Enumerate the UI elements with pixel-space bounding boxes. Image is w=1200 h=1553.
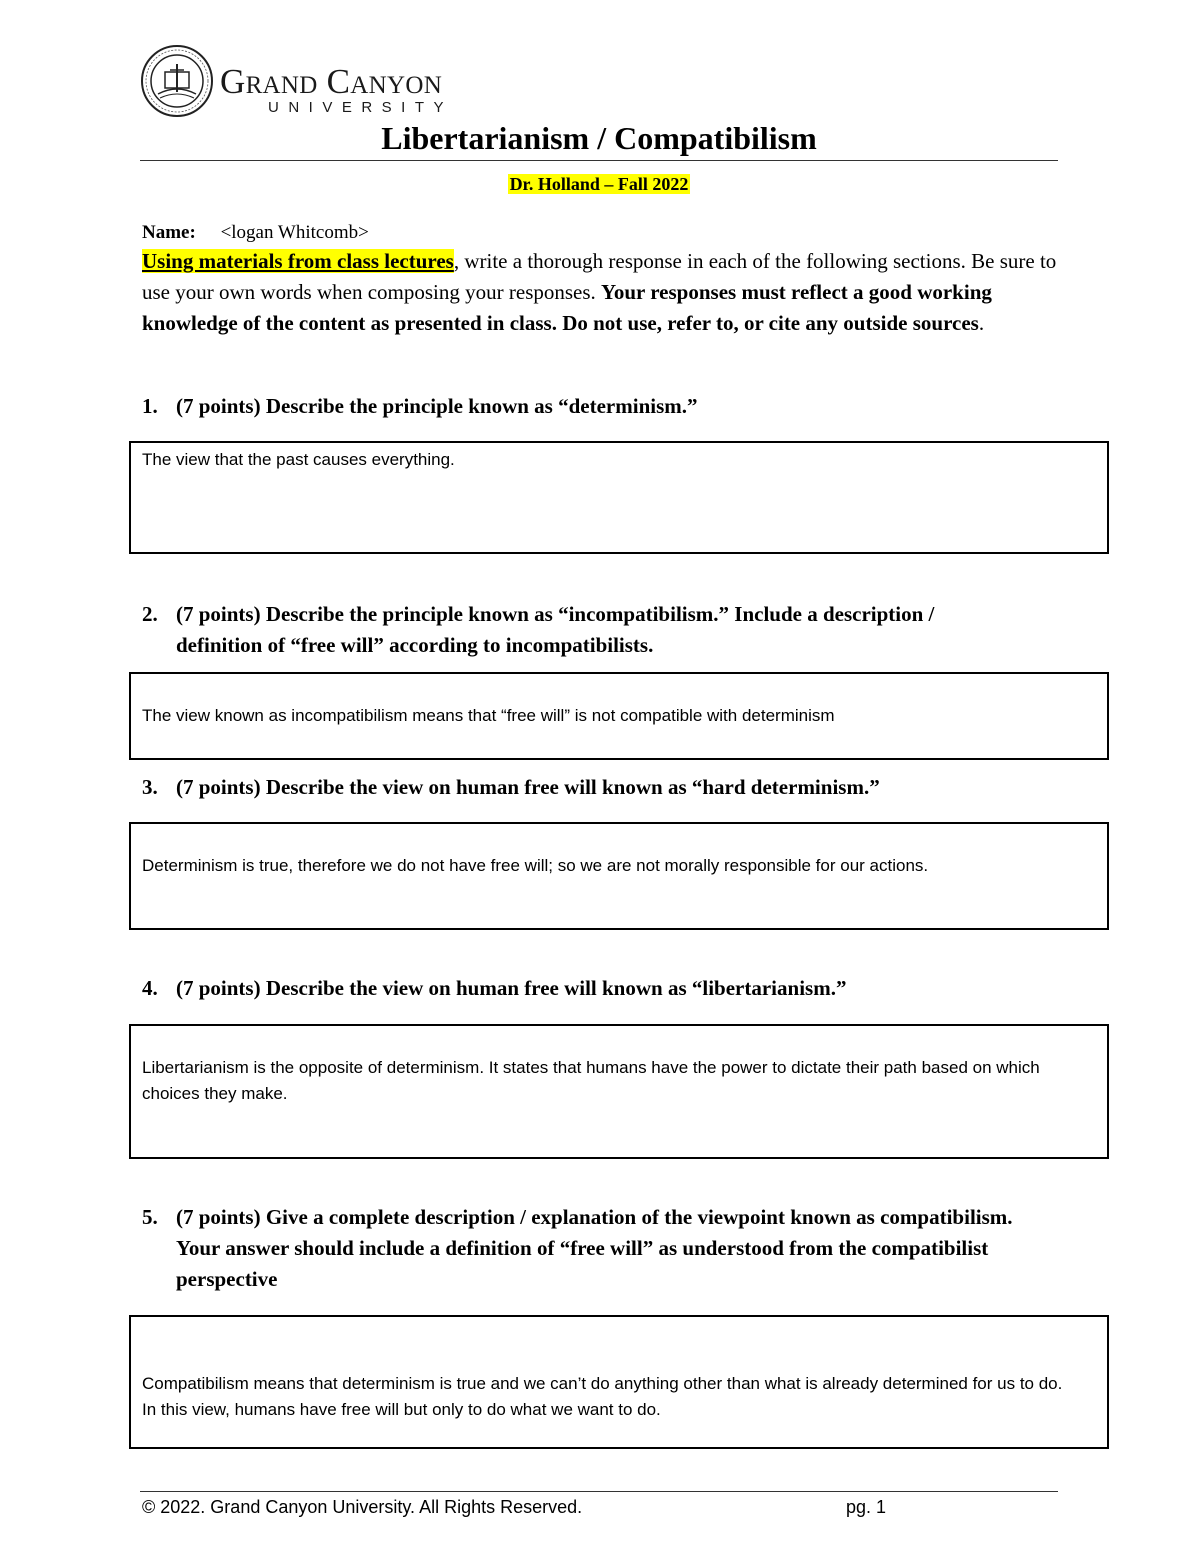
- question-prompt: (7 points) Describe the view on human free will known as “hard determinism.”: [176, 775, 880, 799]
- question-number: 5.: [142, 1205, 158, 1229]
- footer-divider: [140, 1491, 1058, 1492]
- name-label: Name:: [142, 222, 196, 243]
- answer-text: Libertarianism is the opposite of determinism. It states that humans have the power to dictate their path based on which choices they make.: [142, 1058, 1040, 1103]
- answer-box-3[interactable]: [129, 822, 1109, 930]
- question-prompt: (7 points) Describe the principle known as “determinism.”: [176, 394, 698, 418]
- question-5: [142, 1202, 1022, 1295]
- question-number: 2.: [142, 602, 158, 626]
- question-number: 3.: [142, 775, 158, 799]
- instructions: [142, 246, 1072, 339]
- answer-text: Compatibilism means that determinism is true and we can’t do anything other than what is already determined for us to do. In this view, humans have free will but only to do what we want to do.: [142, 1374, 1063, 1419]
- question-1: [142, 391, 1022, 422]
- name-value: <logan Whitcomb>: [220, 222, 369, 243]
- answer-box-1[interactable]: [129, 441, 1109, 554]
- logo-wordmark: Grand Canyon: [220, 62, 443, 101]
- answer-text: The view known as incompatibilism means that “free will” is not compatible with determinism: [142, 706, 835, 725]
- name-row: [142, 222, 369, 244]
- instructions-highlight: Using materials from class lectures: [142, 249, 454, 273]
- question-prompt: (7 points) Describe the view on human free will known as “libertarianism.”: [176, 976, 847, 1000]
- logo-subtext: UNIVERSITY: [268, 99, 454, 116]
- document-title: Libertarianism / Compatibilism: [381, 120, 817, 156]
- question-number: 4.: [142, 976, 158, 1000]
- instructions-bold: Your responses must reflect a good working knowledge of the content as presented in class. Do not use, refer to, or cite any outside sources: [142, 280, 992, 335]
- instructions-end: .: [978, 311, 985, 335]
- answer-text: The view that the past causes everything.: [142, 450, 455, 469]
- answer-box-2[interactable]: [129, 672, 1109, 760]
- footer-page-number: pg. 1: [846, 1497, 887, 1517]
- subtitle-wrapper: [140, 174, 1058, 195]
- title-divider: [140, 160, 1058, 161]
- answer-box-5[interactable]: [129, 1315, 1109, 1449]
- question-number: 1.: [142, 394, 158, 418]
- footer-copyright: © 2022. Grand Canyon University. All Rights Reserved.: [142, 1497, 583, 1517]
- instructions-text: , write a thorough response in each of the following sections. Be sure to use your own words when composing your responses.: [142, 249, 1057, 304]
- answer-text: Determinism is true, therefore we do not have free will; so we are not morally responsible for our actions.: [142, 856, 929, 875]
- question-3: [142, 772, 1022, 803]
- answer-box-4[interactable]: [129, 1024, 1109, 1159]
- question-4: [142, 973, 1022, 1004]
- question-prompt: (7 points) Give a complete description / explanation of the viewpoint known as compatibilism. Your answer should include a definition of “free will” as understood from the compatibilist perspective: [176, 1205, 1013, 1291]
- question-prompt: (7 points) Describe the principle known as “incompatibilism.” Include a description / definition of “free will” according to incompatibilists.: [176, 602, 935, 657]
- question-2: [142, 599, 1022, 661]
- document-subtitle: Dr. Holland – Fall 2022: [509, 174, 689, 194]
- university-seal-icon: [140, 44, 214, 118]
